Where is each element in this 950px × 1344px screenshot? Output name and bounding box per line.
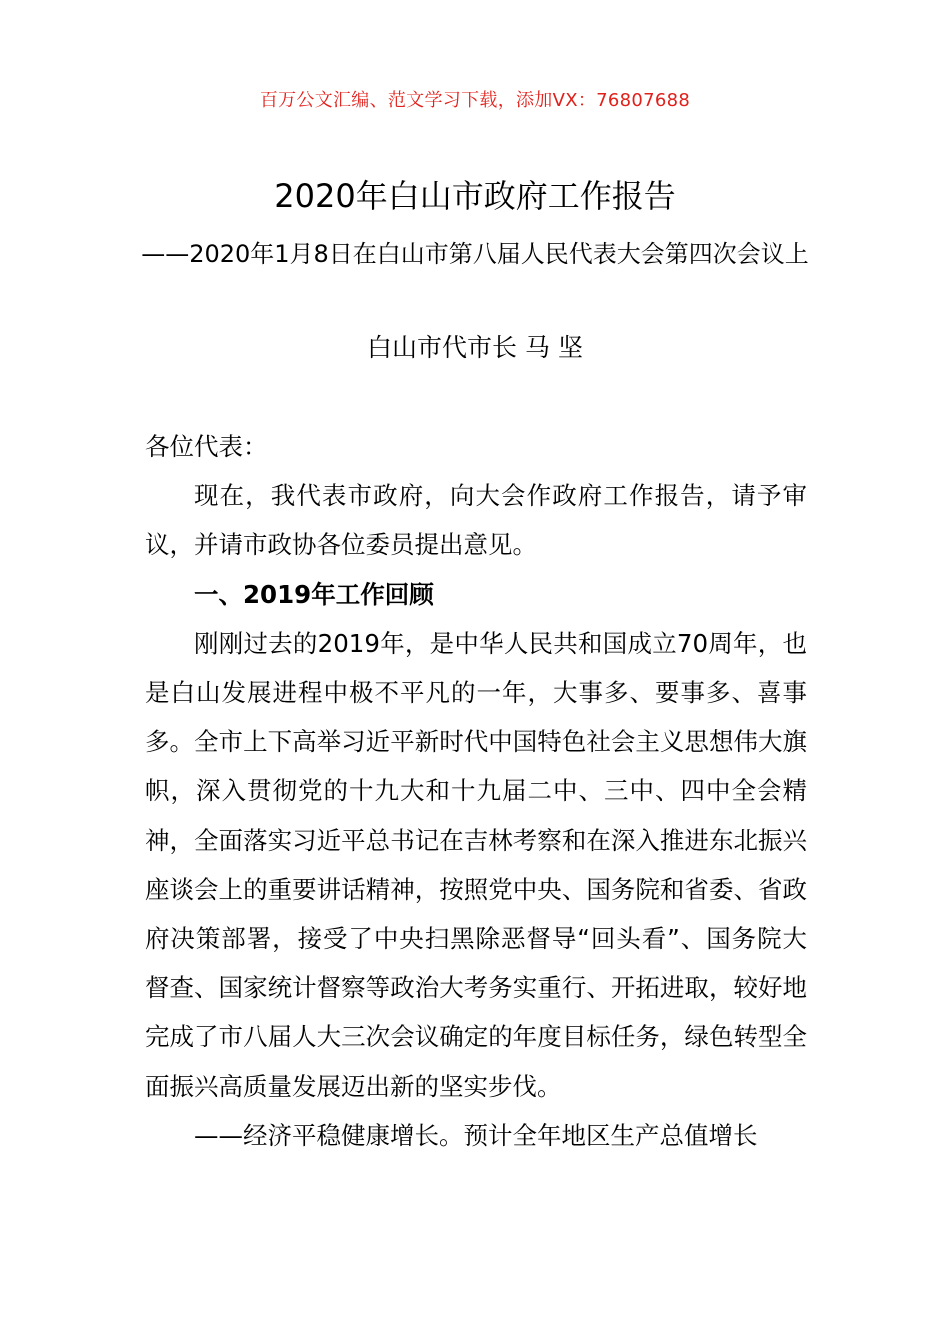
economy-paragraph: ——经济平稳健康增长。预计全年地区生产总值增长 bbox=[194, 1120, 758, 1150]
review-paragraph: 刚刚过去的2019年，是中华人民共和国成立70周年，也是白山发展进程中极不平凡的一年，大事多、要事多、喜事多。全市上下高举习近平新时代中国特色社会主义思想伟大旗帜，深入贯彻党的十九大和十九届二中、三中、四中全会精神，全面落实习近平总书记在吉林考察和在深入推进东北振兴座谈会上的重要讲话精神，按照党中央、国务院和省委、省政府决策部署，接受了中央扫黑除恶督导“回头看”、国务院大督查、国家统计督察等政治大考务实重行、开拓进取，较好地完成了市八届人大三次会议确定的年度目标任务，绿色转型全面振兴高质量发展迈出新的坚实步伐。 bbox=[145, 628, 807, 1101]
document-subtitle: ——2020年1月8日在白山市第八届人民代表大会第四次会议上 bbox=[141, 240, 809, 268]
document-title: 2020年白山市政府工作报告 bbox=[274, 177, 676, 215]
section-heading: 一、2019年工作回顾 bbox=[194, 579, 434, 609]
intro-paragraph: 现在，我代表市政府，向大会作政府工作报告，请予审议，并请市政协各位委员提出意见。 bbox=[145, 481, 807, 560]
document-body bbox=[145, 422, 807, 1160]
header-note: 百万公文汇编、范文学习下载，添加VX：76807688 bbox=[259, 90, 691, 111]
salutation: 各位代表： bbox=[145, 432, 268, 461]
document-author: 白山市代市长 马 坚 bbox=[367, 333, 583, 362]
